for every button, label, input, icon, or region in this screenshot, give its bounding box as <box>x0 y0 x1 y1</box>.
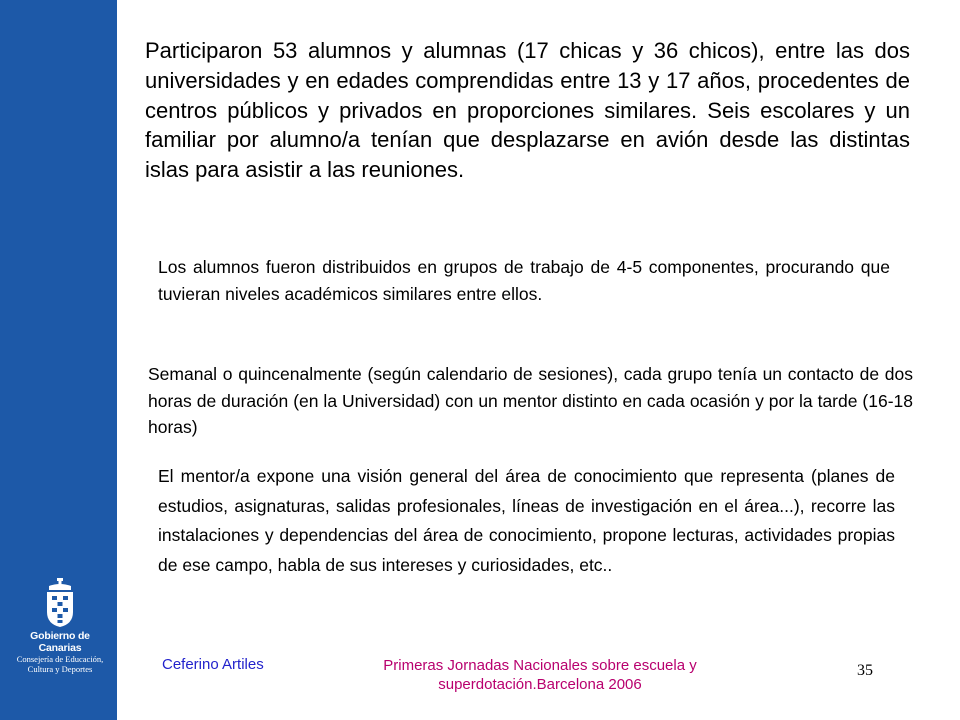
footer-author: Ceferino Artiles <box>162 656 264 673</box>
logo-subtitle-line1: Consejería de Educación, <box>16 654 104 664</box>
sidebar <box>0 0 117 720</box>
page-number: 35 <box>857 662 873 679</box>
coat-of-arms-icon <box>43 578 77 628</box>
footer-title: Primeras Jornadas Nacionales sobre escuela y superdotación.Barcelona 2006 <box>383 657 697 693</box>
paragraph-schedule: Semanal o quincenalmente (según calendario de sesiones), cada grupo tenía un contacto de dos horas de duración (en la Universidad) con un mentor distinto en cada ocasión y por la tarde (16-18 horas) <box>148 364 913 437</box>
paragraph-groups: Los alumnos fueron distribuidos en grupos de trabajo de 4-5 componentes, procurando que tuvieran niveles académicos similares entre ellos. <box>158 257 890 304</box>
logo-subtitle-line2: Cultura y Deportes <box>27 664 93 674</box>
paragraph-participants: Participaron 53 alumnos y alumnas (17 chicas y 36 chicos), entre las dos universidades y en edades comprendidas entre 13 y 17 años, procedentes de centros públicos y privados en proporciones similares. Seis escolares y un familiar por alumno/a tenían que desplazarse en avión desde las distintas islas para asistir a las reuniones. <box>145 38 910 183</box>
paragraph-mentor: El mentor/a expone una visión general del área de conocimiento que representa (planes de estudios, asignaturas, salidas profesionales, líneas de investigación en el área...), recorre las instalaciones y dependencias del área de conocimiento, propone lecturas, actividades propias de ese campo, habla de sus intereses y curiosidades, etc.. <box>158 466 895 575</box>
gobierno-logo <box>8 578 112 688</box>
logo-title: Gobierno de Canarias <box>30 630 90 654</box>
